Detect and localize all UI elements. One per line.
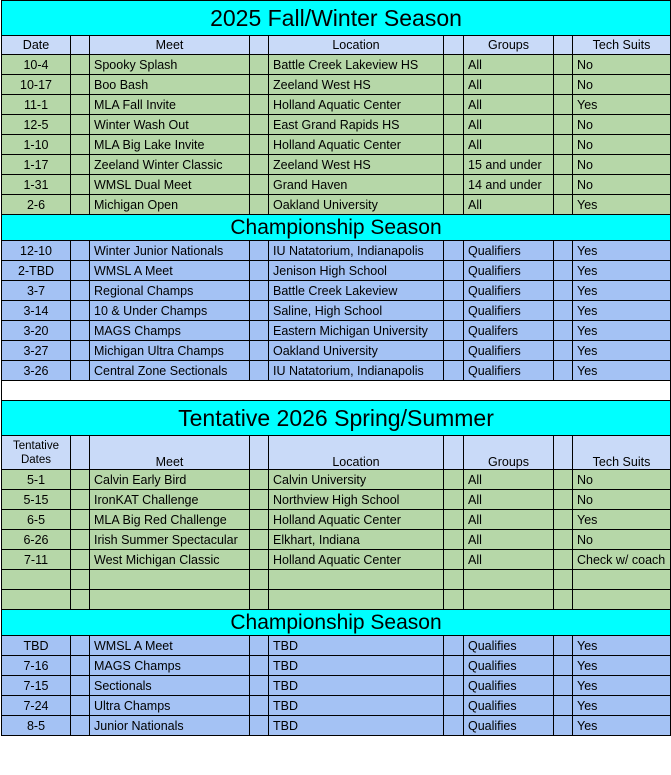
cell-groups: All [464,75,554,95]
cell-date: 10-17 [2,75,71,95]
spring-season-title: Tentative 2026 Spring/Summer [2,401,671,436]
spacer-cell [250,716,269,736]
cell-date: 1-31 [2,175,71,195]
spacer-cell [444,115,464,135]
cell-meet: Central Zone Sectionals [90,361,250,381]
cell-suits: Yes [573,321,671,341]
cell-suits: Yes [573,261,671,281]
spacer-cell [250,510,269,530]
cell-suits: Yes [573,656,671,676]
cell-groups: Qualifies [464,656,554,676]
cell-groups: Qualifiers [464,301,554,321]
spring-championship-title: Championship Season [2,610,671,636]
cell-groups: All [464,115,554,135]
cell-location: Holland Aquatic Center [269,135,444,155]
spacer-cell [444,676,464,696]
cell-suits: No [573,155,671,175]
spacer-cell [250,676,269,696]
cell-location: Saline, High School [269,301,444,321]
cell-date: 2-TBD [2,261,71,281]
cell-meet: Sectionals [90,676,250,696]
meet-row [2,241,671,261]
spacer-cell [250,175,269,195]
spacer-cell [444,135,464,155]
cell-suits: Yes [573,301,671,321]
cell-groups: All [464,490,554,510]
cell-suits: No [573,470,671,490]
cell-groups: All [464,530,554,550]
cell-date: 1-17 [2,155,71,175]
meet-row [2,341,671,361]
spacer-cell [444,261,464,281]
cell-date: 2-6 [2,195,71,215]
header-date: Date [2,36,71,55]
spacer-cell [554,490,573,510]
schedule-body [2,1,671,736]
spacer-cell [250,470,269,490]
header-tentative-dates: Tentative Dates [2,436,71,470]
spacer-cell [71,115,90,135]
spacer-cell [444,656,464,676]
meet-row [2,95,671,115]
spacer-cell [250,195,269,215]
spacer-cell [554,716,573,736]
cell-location: TBD [269,676,444,696]
meet-row [2,696,671,716]
cell-meet: MLA Big Lake Invite [90,135,250,155]
spacer-cell [554,530,573,550]
spacer-cell [554,321,573,341]
cell-date: 3-20 [2,321,71,341]
spacer-cell [444,175,464,195]
spacer-cell [554,656,573,676]
spacer-cell [250,636,269,656]
spacer-cell [71,696,90,716]
spacer-cell [250,95,269,115]
spacer-cell [554,135,573,155]
spacer-cell [250,696,269,716]
spacer-cell [71,656,90,676]
spacer-cell [71,135,90,155]
cell-location: TBD [269,696,444,716]
cell-date: 3-14 [2,301,71,321]
spacer-cell [71,510,90,530]
cell-date: 3-7 [2,281,71,301]
cell-location: Zeeland West HS [269,75,444,95]
cell-suits: Yes [573,195,671,215]
cell-location: Holland Aquatic Center [269,550,444,570]
header-meet: Meet [90,36,250,55]
cell-meet: Boo Bash [90,75,250,95]
spacer-cell [554,510,573,530]
cell-date: TBD [2,636,71,656]
spacer-cell [444,75,464,95]
spacer-cell [250,155,269,175]
cell-date: 3-26 [2,361,71,381]
spacer-cell [250,55,269,75]
cell-location: TBD [269,716,444,736]
spacer-cell [554,676,573,696]
fall-championship-title-row [2,215,671,241]
spacer-cell [444,510,464,530]
cell-groups: Qualifiers [464,361,554,381]
spacer-cell [250,281,269,301]
cell-meet: MLA Fall Invite [90,95,250,115]
fall-championship-title: Championship Season [2,215,671,241]
spacer-cell [71,321,90,341]
cell-date: 5-15 [2,490,71,510]
spacer-cell [250,341,269,361]
spacer-cell [250,321,269,341]
spacer-cell [71,470,90,490]
schedule-table [1,0,671,736]
cell-date: 10-4 [2,55,71,75]
cell-date: 7-16 [2,656,71,676]
spacer-cell [444,241,464,261]
meet-row [2,676,671,696]
cell-meet: Junior Nationals [90,716,250,736]
cell-groups: Qualifiers [464,281,554,301]
spacer-cell [71,301,90,321]
meet-row [2,281,671,301]
spacer-cell [71,530,90,550]
spacer-cell [554,696,573,716]
spacer-cell [554,75,573,95]
cell-suits: Yes [573,281,671,301]
cell-location: Oakland University [269,195,444,215]
cell-suits: Yes [573,716,671,736]
cell-date: 3-27 [2,341,71,361]
spacer-cell [250,490,269,510]
cell-suits: No [573,175,671,195]
cell-date: 12-10 [2,241,71,261]
meet-row [2,636,671,656]
spring-header-row [2,436,671,470]
spacer-cell [71,95,90,115]
cell-location: Holland Aquatic Center [269,95,444,115]
cell-date: 7-15 [2,676,71,696]
spacer-cell [71,241,90,261]
cell-location: East Grand Rapids HS [269,115,444,135]
empty-row [2,570,671,590]
spacer-cell [554,341,573,361]
cell-suits: Check w/ coach [573,550,671,570]
cell-date: 8-5 [2,716,71,736]
spacer-cell [554,636,573,656]
cell-suits: No [573,55,671,75]
cell-groups: Qualifies [464,636,554,656]
meet-row [2,55,671,75]
cell-meet: Michigan Ultra Champs [90,341,250,361]
cell-suits: Yes [573,241,671,261]
cell-meet: Winter Junior Nationals [90,241,250,261]
spacer-cell [71,175,90,195]
cell-suits: Yes [573,696,671,716]
spacer-cell [444,301,464,321]
cell-groups: 14 and under [464,175,554,195]
spacer-cell [554,301,573,321]
cell-groups: Qualifiers [464,241,554,261]
cell-groups: Qualifers [464,321,554,341]
meet-row [2,550,671,570]
fall-season-title: 2025 Fall/Winter Season [2,1,671,36]
cell-suits: Yes [573,361,671,381]
cell-groups: 15 and under [464,155,554,175]
cell-location: Elkhart, Indiana [269,530,444,550]
cell-suits: No [573,115,671,135]
header-meet: Meet [90,436,250,470]
cell-meet: WMSL Dual Meet [90,175,250,195]
spacer-cell [444,341,464,361]
cell-date: 7-11 [2,550,71,570]
meet-row [2,716,671,736]
spacer-cell [250,135,269,155]
cell-location: Zeeland West HS [269,155,444,175]
cell-meet: West Michigan Classic [90,550,250,570]
meet-row [2,195,671,215]
cell-suits: No [573,75,671,95]
cell-location: Grand Haven [269,175,444,195]
header-location: Location [269,36,444,55]
spacer-cell [71,636,90,656]
cell-location: Jenison High School [269,261,444,281]
meet-row [2,261,671,281]
meet-row [2,115,671,135]
cell-date: 6-26 [2,530,71,550]
spacer-cell [444,361,464,381]
spacer-cell [71,676,90,696]
spacer-cell [444,281,464,301]
cell-meet: WMSL A Meet [90,636,250,656]
cell-location: IU Natatorium, Indianapolis [269,241,444,261]
spacer-cell [250,361,269,381]
spacer-cell [71,155,90,175]
spring-title-row [2,401,671,436]
cell-meet: WMSL A Meet [90,261,250,281]
spacer-cell [71,490,90,510]
cell-suits: Yes [573,510,671,530]
cell-groups: Qualifiers [464,341,554,361]
cell-suits: No [573,490,671,510]
spacer-cell [250,115,269,135]
spacer-cell [444,155,464,175]
meet-row [2,490,671,510]
spacer-cell [444,321,464,341]
spacer-cell [250,261,269,281]
cell-meet: Spooky Splash [90,55,250,75]
spacer-cell [444,95,464,115]
spacer-cell [444,55,464,75]
cell-date: 1-10 [2,135,71,155]
spacer-cell [71,55,90,75]
cell-groups: Qualifies [464,696,554,716]
meet-row [2,656,671,676]
cell-location: TBD [269,656,444,676]
meet-row [2,175,671,195]
cell-location: IU Natatorium, Indianapolis [269,361,444,381]
cell-location: Calvin University [269,470,444,490]
cell-meet: Zeeland Winter Classic [90,155,250,175]
blank-separator-row [2,381,671,401]
spacer-cell [250,301,269,321]
cell-meet: MAGS Champs [90,656,250,676]
spacer-cell [554,175,573,195]
spacer-cell [71,75,90,95]
spacer-cell [554,195,573,215]
spacer-cell [444,716,464,736]
header-groups: Groups [464,436,554,470]
cell-groups: All [464,470,554,490]
header-tech-suits: Tech Suits [573,436,671,470]
meet-row [2,75,671,95]
empty-row [2,590,671,610]
cell-meet: Calvin Early Bird [90,470,250,490]
cell-location: Battle Creek Lakeview [269,281,444,301]
spacer-cell [250,75,269,95]
spacer-cell [444,530,464,550]
spacer-cell [71,281,90,301]
header-tech-suits: Tech Suits [573,36,671,55]
spacer-cell [250,550,269,570]
cell-groups: All [464,550,554,570]
cell-location: Oakland University [269,341,444,361]
spacer-cell [554,155,573,175]
meet-row [2,530,671,550]
spacer-cell [444,696,464,716]
cell-meet: MLA Big Red Challenge [90,510,250,530]
spacer-cell [444,636,464,656]
spacer-cell [71,261,90,281]
spacer-cell [250,530,269,550]
cell-location: Holland Aquatic Center [269,510,444,530]
cell-groups: All [464,510,554,530]
spacer-cell [554,241,573,261]
cell-groups: Qualifiers [464,261,554,281]
spacer-cell [554,281,573,301]
meet-row [2,470,671,490]
spacer-cell [71,550,90,570]
header-location: Location [269,436,444,470]
spacer-cell [554,261,573,281]
cell-suits: Yes [573,95,671,115]
cell-suits: No [573,530,671,550]
cell-location: Battle Creek Lakeview HS [269,55,444,75]
cell-date: 7-24 [2,696,71,716]
meet-row [2,510,671,530]
cell-date: 12-5 [2,115,71,135]
cell-groups: All [464,55,554,75]
cell-suits: Yes [573,341,671,361]
spacer-cell [554,470,573,490]
cell-groups: All [464,135,554,155]
spacer-cell [250,241,269,261]
meet-row [2,361,671,381]
cell-meet: MAGS Champs [90,321,250,341]
cell-suits: Yes [573,636,671,656]
spacer-cell [444,550,464,570]
cell-date: 11-1 [2,95,71,115]
cell-date: 6-5 [2,510,71,530]
spacer-cell [554,361,573,381]
meet-row [2,135,671,155]
cell-location: Eastern Michigan University [269,321,444,341]
cell-suits: No [573,135,671,155]
spacer-cell [444,490,464,510]
cell-suits: Yes [573,676,671,696]
header-groups: Groups [464,36,554,55]
meet-row [2,301,671,321]
cell-meet: IronKAT Challenge [90,490,250,510]
cell-location: TBD [269,636,444,656]
cell-meet: Irish Summer Spectacular [90,530,250,550]
cell-groups: All [464,195,554,215]
spacer-cell [444,470,464,490]
cell-groups: Qualifies [464,676,554,696]
fall-header-row [2,36,671,55]
spacer-cell [444,195,464,215]
meet-row [2,155,671,175]
spring-championship-title-row [2,610,671,636]
spacer-cell [71,341,90,361]
spacer-cell [554,95,573,115]
cell-location: Northview High School [269,490,444,510]
cell-meet: Winter Wash Out [90,115,250,135]
spacer-cell [71,716,90,736]
spacer-cell [71,361,90,381]
fall-title-row [2,1,671,36]
spacer-cell [554,55,573,75]
cell-date: 5-1 [2,470,71,490]
cell-meet: Ultra Champs [90,696,250,716]
cell-meet: Michigan Open [90,195,250,215]
spacer-cell [554,550,573,570]
spacer-cell [250,656,269,676]
spacer-cell [554,115,573,135]
spacer-cell [71,195,90,215]
cell-meet: 10 & Under Champs [90,301,250,321]
cell-groups: All [464,95,554,115]
meet-row [2,321,671,341]
cell-meet: Regional Champs [90,281,250,301]
cell-groups: Qualifies [464,716,554,736]
